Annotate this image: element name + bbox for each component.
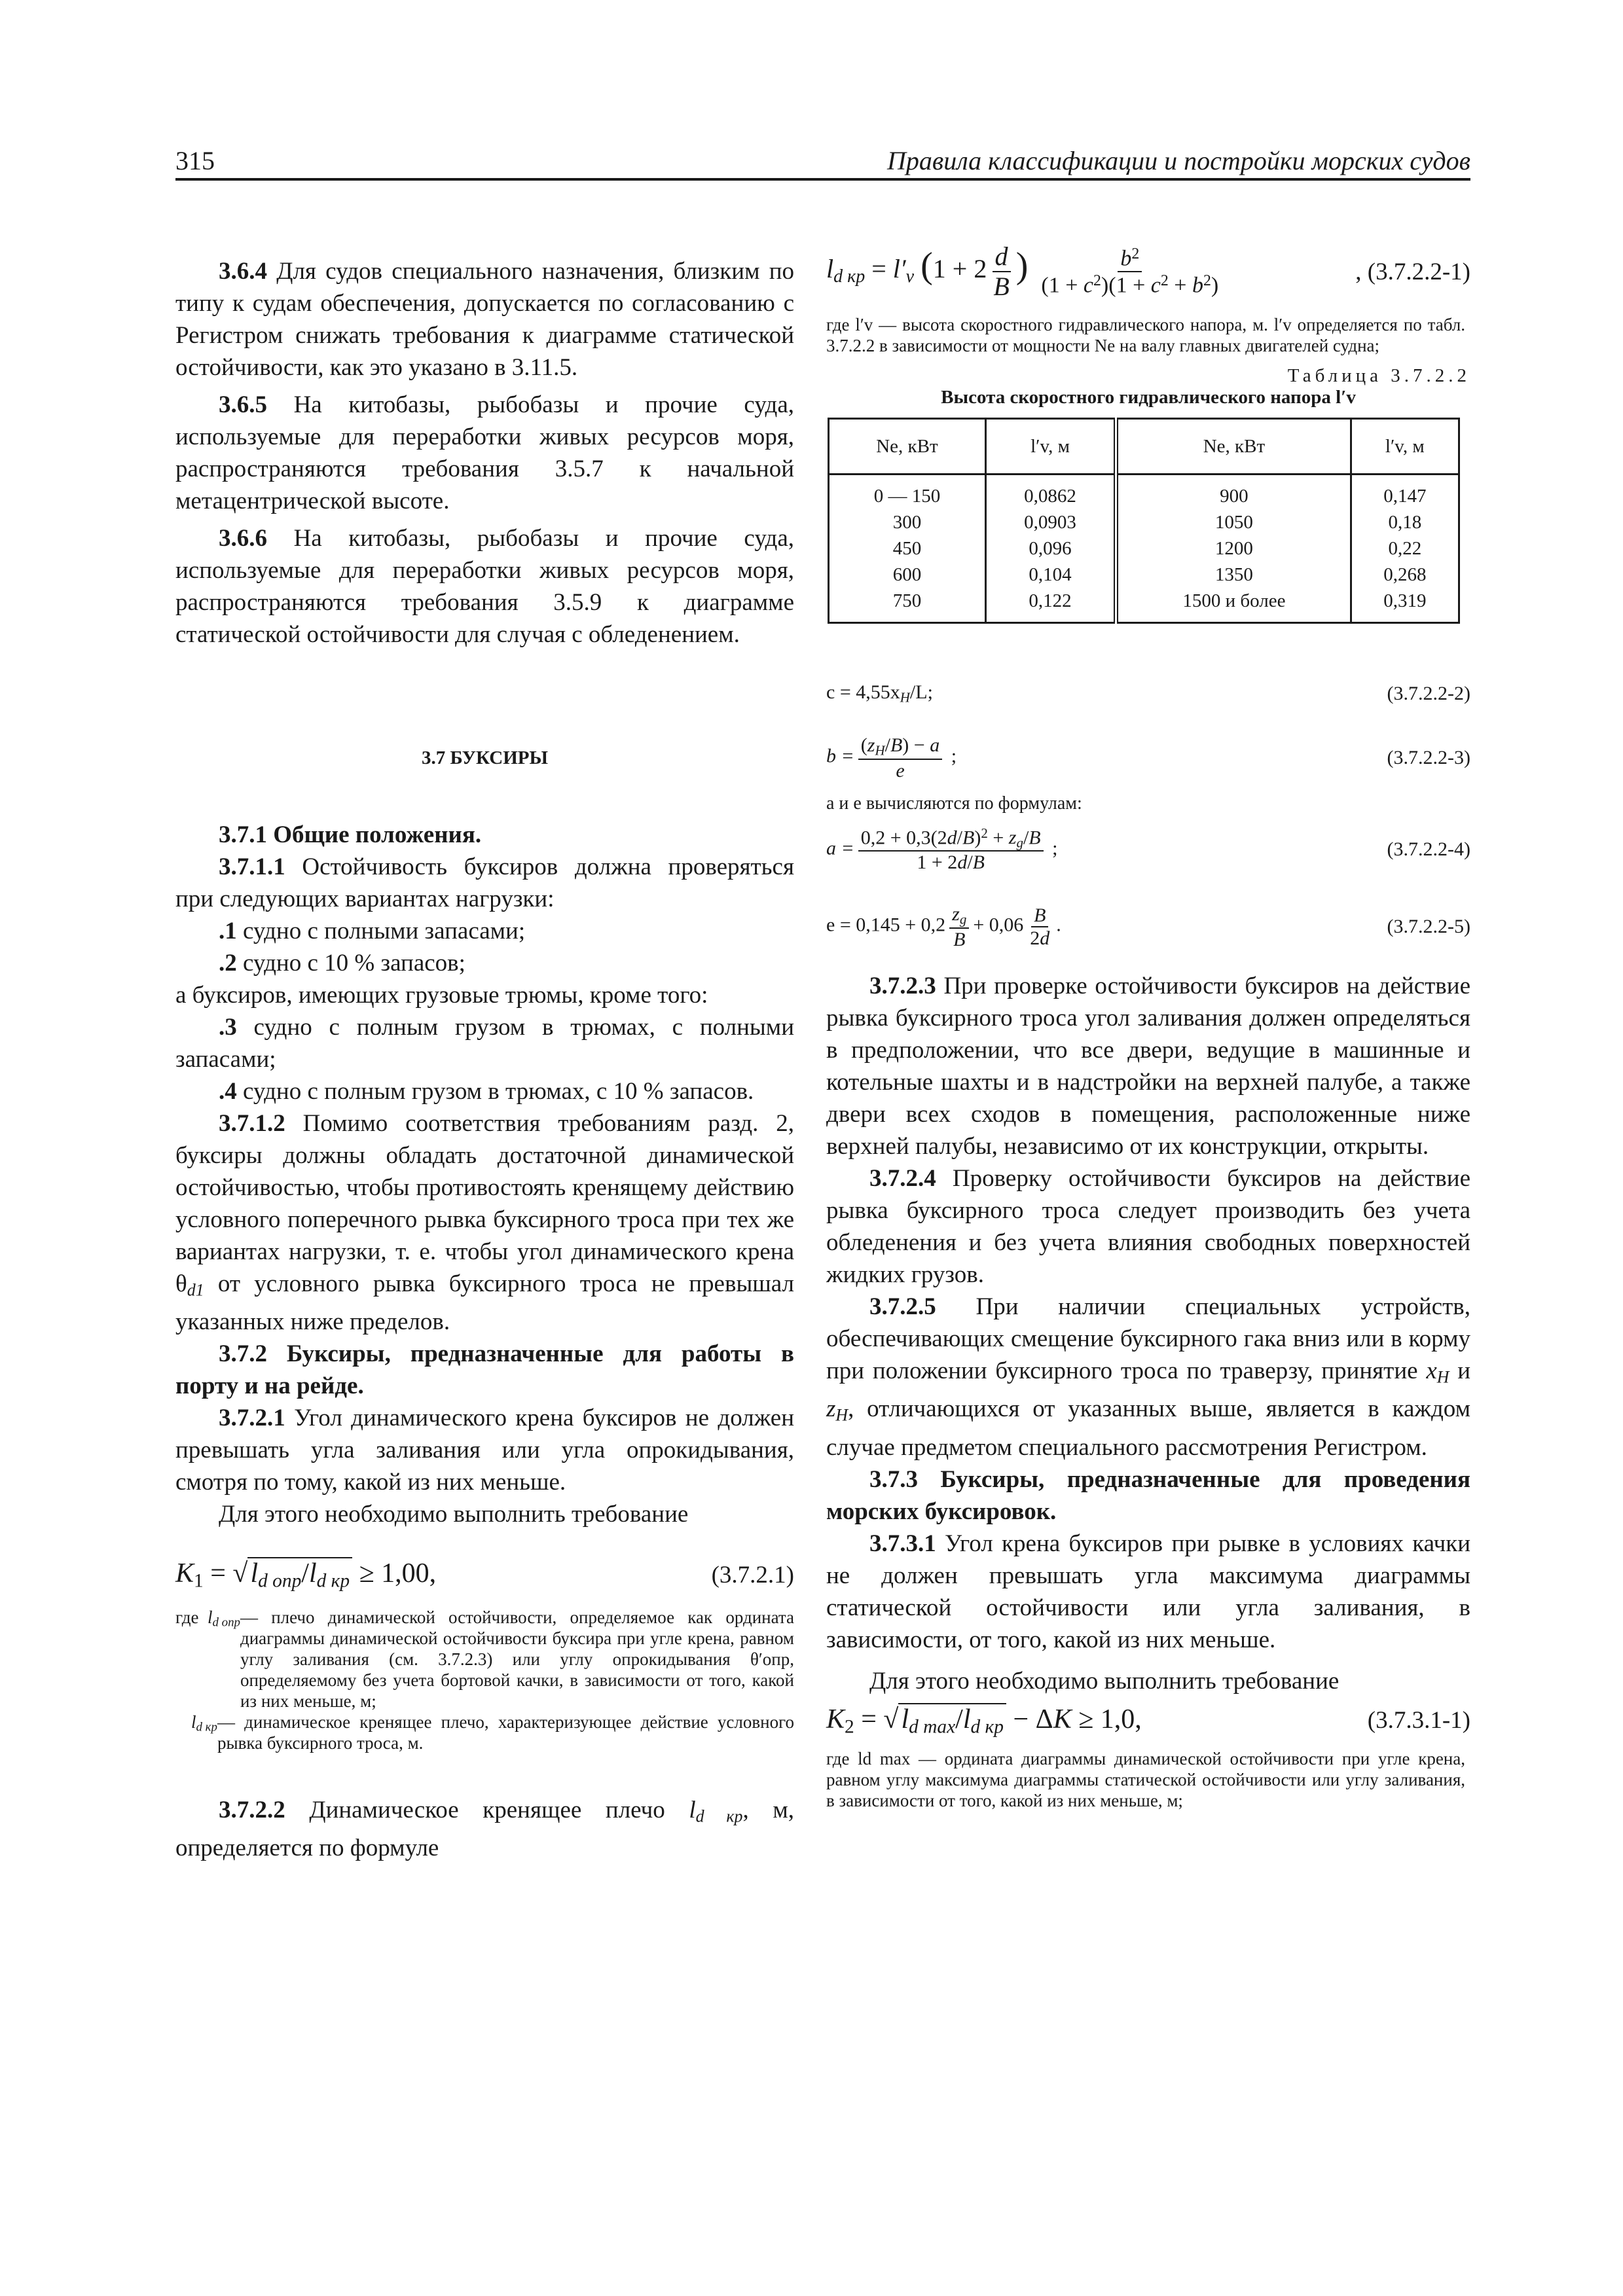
table-header-cell: l′v, м bbox=[985, 419, 1116, 475]
requirement-text-2: Для этого необходимо выполнить требование bbox=[869, 1667, 1340, 1695]
table-column-lv-2: 0,147 0,18 0,22 0,268 0,319 bbox=[1351, 475, 1459, 623]
heading-3-7-1: 3.7.1 Общие положения. bbox=[219, 821, 482, 848]
table-column-lv-1: 0,0862 0,0903 0,096 0,104 0,122 bbox=[985, 475, 1116, 623]
left-column bbox=[175, 255, 794, 1864]
paragraph-3-7-3-1: 3.7.3.1 Угол крена буксиров при рывке в условиях качки не должен превышать угла максимума диаграммы статической остойчивости или угла заливания, в зависимости, от того, какой из них меньше. bbox=[826, 1530, 1470, 1653]
list-intro: а буксиров, имеющих грузовые трюмы, кроме того: bbox=[175, 982, 708, 1009]
paragraph-3-7-2-4: 3.7.2.4 Проверку остойчивости буксиров на действие рывка буксирного троса следует производить без учета обледенения и без учета влияния свободных поверхностей жидких грузов. bbox=[826, 1164, 1470, 1288]
formula-3-7-2-2-5: e = 0,145 + 0,2 $\frac{z_g}{B}$ + 0,06 $\frac{B}{2d}$ . (3.7.2.2-5) bbox=[826, 903, 1470, 950]
definition-ld-kr: $l_{d кр}$ — динамическое кренящее плечо, характеризующее действие условного рывка буксирного троса, м. bbox=[191, 1712, 794, 1753]
paragraph-3-7-1-2: 3.7.1.2 Помимо соответствия требованиям разд. 2, буксиры должны обладать достаточной динамической остойчивостью, чтобы противостоять кренящему действию условного поперечного рывка буксирного троса при тех же вариантах нагрузки, т. е. чтобы угол динамического крена $\theta_{d1}$ от условного рывка буксирного троса не превышал указанных ниже пределов. bbox=[175, 1110, 794, 1336]
list-item-2: .2 судно с 10 % запасов; bbox=[219, 950, 465, 977]
header-rule bbox=[175, 178, 1470, 181]
paragraph-3-7-2-5: 3.7.2.5 При наличии специальных устройств, обеспечивающих смещение буксирного гака вниз или в корму при положении буксирного троса по траверзу, принятие $x_H$ и $z_H$, отличающихся от указанных выше, является в каждом случае предметом специального рассмотрения Регистром. bbox=[826, 1293, 1470, 1461]
formula-3-7-2-2-1: $l_{d кр} = l'_v$ (1 + 2 $\frac{d}{B}$ ) $\frac{b^2}{(1 + c^2)(1 + c^2 + b^2)}$ , (3.7.2.2-1) bbox=[826, 242, 1470, 301]
paragraph-3-6-4: 3.6.4 Для судов специального назначения, близким по типу к судам обеспечения, допускается по согласованию с Регистром снижать требования к диаграмме статической остойчивости, как это указано в 3.11.5. bbox=[175, 258, 794, 381]
table-column-ne-1: 0 — 150 300 450 600 750 bbox=[829, 475, 986, 623]
definitions-3-7-2-1 bbox=[175, 1607, 794, 1753]
table-header-cell: Ne, кВт bbox=[829, 419, 986, 475]
formula-3-7-2-2-4: a = $\frac{0,2 + 0,3(2d/B)^2 + z_g/B}{1 + 2d/B}$ ; (3.7.2.2-4) bbox=[826, 825, 1470, 874]
running-title: Правила классификации и постройки морских судов bbox=[886, 146, 1470, 175]
definition-ld-max: где ld max — ордината диаграммы динамической остойчивости при угле крена, равном углу максимума диаграммы статической остойчивости или углу заливания, в зависимости от того, какой из них меньше, м; bbox=[826, 1749, 1465, 1810]
paragraph-3-7-2-2: 3.7.2.2 Динамическое кренящее плечо $l_{d кр}$, м, определяется по формуле bbox=[175, 1796, 794, 1862]
formula-note-a-e: a и e вычисляются по формулам: bbox=[826, 793, 1082, 814]
formula-3-7-2-2-2: $c = 4,55x_H/L$; (3.7.2.2-2) bbox=[826, 681, 1470, 706]
paragraph-3-7-2-1: 3.7.2.1 Угол динамического крена буксиров не должен превышать угла заливания или угла опрокидывания, смотря по тому, какой из них меньше. bbox=[175, 1405, 794, 1496]
table-header-row bbox=[829, 419, 1459, 475]
table-title: Высота скоростного гидравлического напора l′v bbox=[941, 387, 1356, 408]
section-heading: 3.7 БУКСИРЫ bbox=[422, 747, 548, 768]
table-3-7-2-2 bbox=[828, 418, 1460, 624]
paragraph-3-6-6: 3.6.6 На китобазы, рыбобазы и прочие суда, используемые для переработки живых ресурсов моря, распространяются требования 3.5.9 к диаграмме статической остойчивости для случая с обледенением. bbox=[175, 525, 794, 648]
definition-lv: где l′v — высота скоростного гидравлического напора, м. l′v определяется по табл. 3.7.2.2 в зависимости от мощности Ne на валу главных двигателей судна; bbox=[826, 315, 1465, 355]
paragraph-3-7-2-3: 3.7.2.3 При проверке остойчивости буксиров на действие рывка буксирного троса угол заливания должен определяться в предположении, что все двери, ведущие в машинные и котельные шахты и в надстройки на верхней палубе, а также двери всех сходов в помещения, расположенные ниже верхней палубы, независимо от их конструкции, открыты. bbox=[826, 972, 1470, 1160]
list-item-3: .3 судно с полным грузом в трюмах, с полными запасами; bbox=[175, 1014, 794, 1073]
right-column bbox=[826, 242, 1470, 1811]
formula-3-7-2-2-3: b = $\frac{(z_H/B) - a}{e}$ ; (3.7.2.2-3) bbox=[826, 734, 1470, 781]
table-body bbox=[829, 475, 1459, 623]
formula-3-7-2-1: $K_1 = √l_{d опр}/l_{d кр} \ge 1,00$, (3.7.2.1) bbox=[175, 1558, 794, 1592]
list-item-4: .4 судно с полным грузом в трюмах, с 10 % запасов. bbox=[219, 1078, 754, 1105]
heading-3-7-2: 3.7.2 Буксиры, предназначенные для работы в порту и на рейде. bbox=[175, 1340, 794, 1400]
table-header-cell: Ne, кВт bbox=[1116, 419, 1351, 475]
list-item-1: .1 судно с полными запасами; bbox=[219, 918, 526, 944]
paragraph-3-6-5: 3.6.5 На китобазы, рыбобазы и прочие суда, используемые для переработки живых ресурсов моря, распространяются требования 3.5.7 к начальной метацентрической высоте. bbox=[175, 391, 794, 514]
definition-ld-opr: где $l_{d опр}$ — плечо динамической остойчивости, определяемое как ордината диаграммы динамической остойчивости буксира при угле крена, равном углу заливания (см. 3.7.2.3) или углу опрокидывания θ′опр, определяемому без учета бортовой качки, в зависимости от того, какой из них меньше, м; bbox=[175, 1607, 794, 1711]
formula-3-7-3-1-1: $K_2 = √l_{d max}/l_{d кр} - \Delta K \ge 1,0$, (3.7.3.1-1) bbox=[826, 1704, 1470, 1737]
page-number: 315 bbox=[175, 146, 215, 175]
requirement-text: Для этого необходимо выполнить требование bbox=[219, 1501, 689, 1528]
table-header-cell: l′v, м bbox=[1351, 419, 1459, 475]
table-label: Таблица 3.7.2.2 bbox=[1287, 365, 1470, 386]
heading-3-7-3: 3.7.3 Буксиры, предназначенные для проведения морских буксировок. bbox=[826, 1465, 1470, 1525]
page-header bbox=[175, 145, 1470, 182]
table-column-ne-2: 900 1050 1200 1350 1500 и более bbox=[1116, 475, 1351, 623]
paragraph-3-7-1-1: 3.7.1.1 Остойчивость буксиров должна проверяться при следующих вариантах нагрузки: bbox=[175, 853, 794, 912]
